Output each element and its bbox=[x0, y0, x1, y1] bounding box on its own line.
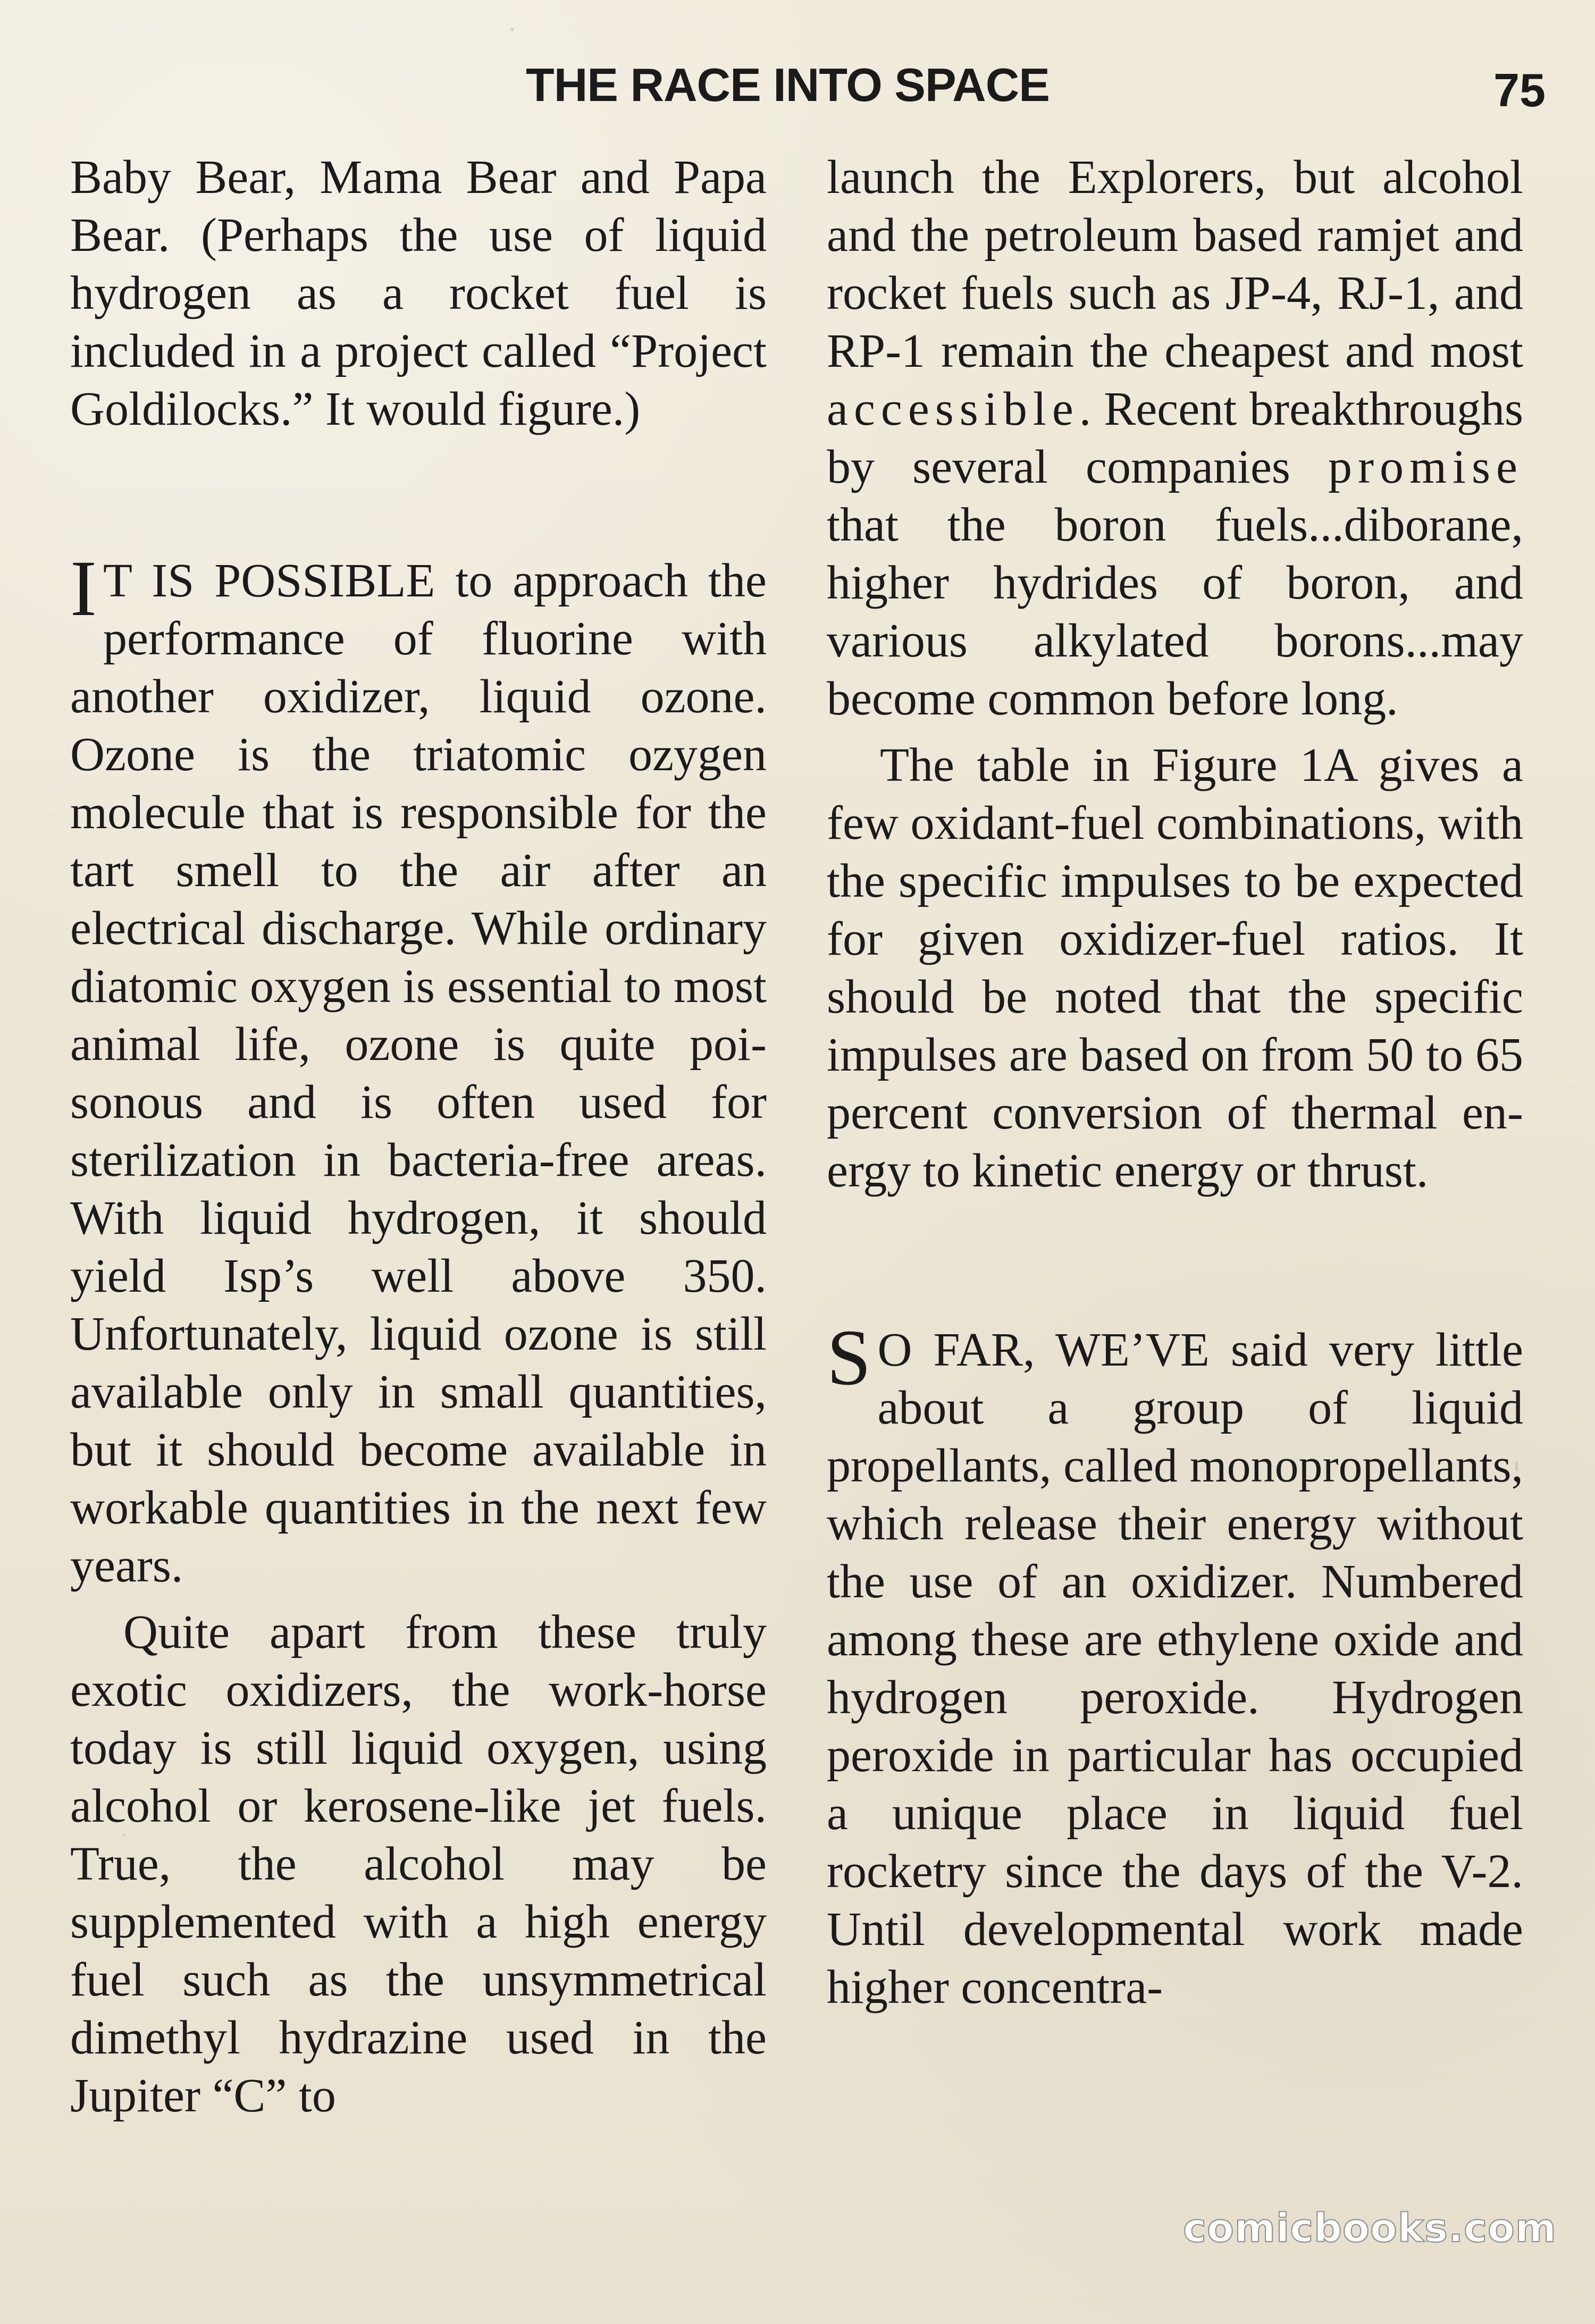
paper-speck bbox=[1515, 537, 1518, 540]
right-paragraph-2: The table in Figure 1A gives a few oxidant-fuel combinations, with the specific impulses to be expected for given oxidizer-fuel ratios. It should be noted that the specific impulses are based on from 50 to 65 percent conversion of thermal energy to kinetic energy or thrust. bbox=[827, 739, 1523, 1197]
left-drop-cap: I bbox=[70, 544, 97, 633]
right-paragraph-1-after: that the boron fuels...diborane, higher hydrides of boron, and various alkylated borons...may become common before long. bbox=[827, 499, 1523, 725]
promise-word: promise bbox=[1328, 441, 1523, 493]
paper-speck bbox=[122, 1834, 125, 1837]
page-number: 75 bbox=[1493, 64, 1546, 116]
paper-speck bbox=[1515, 1462, 1518, 1471]
left-paragraph-2 bbox=[70, 544, 767, 1595]
paper-speck bbox=[1509, 819, 1513, 823]
left-paragraph-3: Quite apart from these truly exotic oxidizers, the work-horse today is still liquid oxygen, using alcohol or kerosene-like jet fuels. True, the alcohol may be supplemented with a high energy fuel such as the unsymmetrical dimethyl hydrazine used in the Jupiter “C” to bbox=[70, 1606, 767, 2122]
right-text-column bbox=[827, 148, 1523, 2264]
right-paragraph-1-before: launch the Explorers, but alcohol and the petroleum based ramjet and rocket fuels such as JP-4, RJ-1, and RP-1 remain the cheapest and most bbox=[827, 151, 1523, 377]
right-paragraph-1 bbox=[827, 148, 1523, 728]
right-drop-cap: S bbox=[827, 1313, 871, 1402]
left-paragraph-2-text: T IS POSSIBLE to approach the performance of fluorine with another oxidizer, liquid ozone. Ozone is the triatomic ozygen molecule that is responsible for the tart smell to the air after an electrical discharge. While ordinary diatomic oxygen is essential to most animal life, ozone is quite poisonous and is often used for sterilization in bacteria-free areas. With liquid hydrogen, it should yield Isp’s well above 350. Unfortunately, liquid ozone is still available only in small quantities, but it should become available in workable quantities in the next few years. bbox=[70, 554, 767, 1592]
accessible-word: accessible bbox=[827, 383, 1079, 435]
right-paragraph-3 bbox=[827, 1313, 1523, 2016]
right-paragraph-3-text: O FAR, WE’VE said very little about a group of liquid propellants, called monopropellants, which release their energy without the use of an oxidizer. Numbered among these are ethylene oxide and hydrogen peroxide. Hydrogen peroxide in particular has occupied a unique place in liquid fuel rocketry since the days of the V-2. Until developmental work made higher concentra- bbox=[827, 1324, 1523, 2014]
right-paragraph-1-middle: . Recent breakthroughs by several companies bbox=[827, 383, 1523, 493]
page-title: THE RACE INTO SPACE bbox=[526, 58, 1050, 111]
watermark: comicbooks.com bbox=[1183, 2205, 1557, 2251]
left-text-column bbox=[70, 148, 767, 2264]
left-paragraph-1: Baby Bear, Mama Bear and Papa Bear. (Perhaps the use of liquid hydrogen as a rocket fuel is included in a project called “Project Goldilocks.” It would figure.) bbox=[70, 151, 767, 435]
paper-speck bbox=[510, 28, 514, 31]
